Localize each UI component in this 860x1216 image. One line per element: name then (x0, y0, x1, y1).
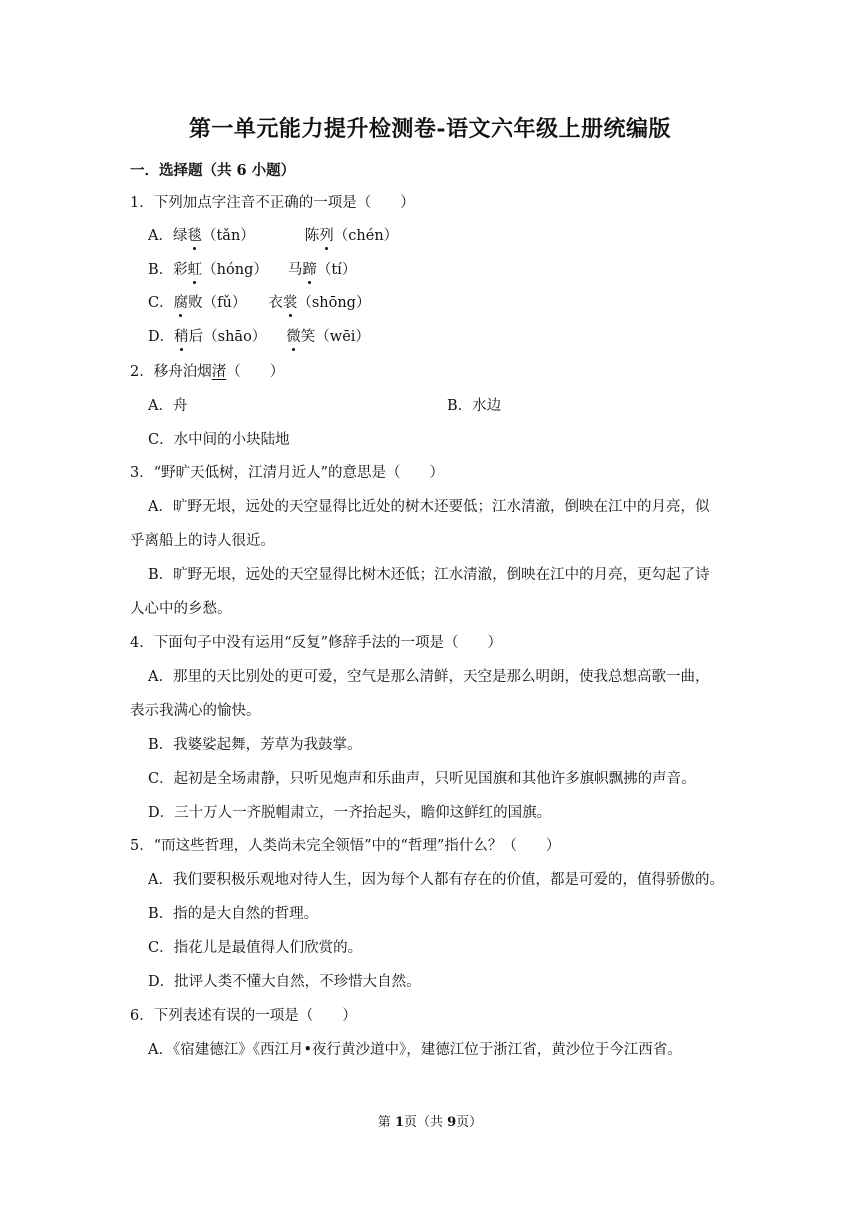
question-4-option-a: A．那里的天比别处的更可爱，空气是那么清鲜，天空是那么明朗，使我总想高歌一曲， (148, 669, 710, 685)
dotted-char: 蹄 (302, 258, 317, 279)
option-text: 衣 (268, 295, 283, 311)
dotted-char: 毯 (187, 224, 202, 245)
option-text: （shōng） (297, 295, 371, 311)
question-5-option-c: C．指花儿是最值得人们欣赏的。 (148, 940, 363, 956)
section-heading: 一．选择题（共 6 小题） (130, 162, 296, 179)
option-text: （hóng） (202, 262, 268, 278)
question-5-stem: 5．“而这些哲理，人类尚未完全领悟”中的“哲理”指什么？（ ） (130, 838, 561, 854)
question-1-option-a (148, 224, 398, 245)
dotted-char: 列 (319, 224, 334, 245)
question-4-option-d: D．三十万人一齐脱帽肃立，一齐抬起头，瞻仰这鲜红的国旗。 (148, 805, 552, 821)
question-2-option-a: A．舟 (148, 398, 188, 414)
question-1-option-c (148, 291, 370, 312)
total-pages: 9 (447, 1115, 457, 1130)
question-2-option-b: B．水边 (447, 398, 502, 414)
question-3-option-a: A．旷野无垠，远处的天空显得比近处的树木还要低；江水清澈，倒映在江中的月亮，似 (148, 499, 710, 515)
option-text: （tǎn） (201, 228, 255, 244)
option-text: 马 (287, 262, 303, 278)
question-5-option-a: A．我们要积极乐观地对待人生，因为每个人都有存在的价值，都是可爱的，值得骄傲的。 (148, 872, 724, 888)
option-text: C． (148, 295, 174, 311)
question-2-option-c: C．水中间的小块陆地 (148, 432, 290, 448)
dotted-char: 腐 (174, 291, 189, 312)
question-3-option-b-cont: 人心中的乡愁。 (130, 601, 232, 617)
option-text: D． (148, 329, 175, 345)
option-text: 败（fǔ） (188, 295, 247, 311)
option-text: B．彩 (148, 262, 188, 278)
option-text: 笑（wēi） (300, 329, 370, 345)
question-3-option-b: B．旷野无垠，远处的天空显得比树木还低；江水清澈，倒映在江中的月亮，更勾起了诗 (148, 567, 710, 583)
page-title: 第一单元能力提升检测卷-语文六年级上册统编版 (188, 116, 672, 142)
dotted-char: 稍 (174, 325, 189, 346)
question-1-option-d (148, 325, 370, 346)
option-text: （chén） (333, 228, 399, 244)
question-4-option-a-cont: 表示我满心的愉快。 (130, 703, 261, 719)
question-4-option-b: B．我婆娑起舞，芳草为我鼓掌。 (148, 737, 362, 753)
question-6-stem: 6．下列表述有误的一项是（ ） (130, 1008, 357, 1024)
question-2-stem (130, 360, 284, 381)
stem-text: （ ） (226, 364, 285, 380)
question-3-option-a-cont: 乎离船上的诗人很近。 (130, 533, 275, 549)
option-text: 陈 (304, 228, 320, 244)
question-5-option-b: B．指的是大自然的哲理。 (148, 906, 319, 922)
underlined-char: 渚 (211, 364, 227, 380)
option-text: （tí） (316, 262, 357, 278)
page-number: 1 (394, 1115, 404, 1130)
question-5-option-d: D．批评人类不懂大自然，不珍惜大自然。 (148, 974, 421, 990)
dotted-char: 微 (286, 325, 301, 346)
question-3-stem: 3．“野旷天低树，江清月近人”的意思是（ ） (130, 465, 445, 481)
footer-text: 第 (377, 1115, 395, 1130)
dotted-char: 虹 (188, 258, 203, 279)
dotted-char: 裳 (283, 291, 298, 312)
page-footer (0, 1111, 860, 1130)
option-text: 后（shāo） (188, 329, 267, 345)
question-6-option-a: A．《宿建德江》《西江月•夜行黄沙道中》，建德江位于浙江省，黄沙位于今江西省。 (148, 1042, 682, 1058)
question-4-option-c: C．起初是全场肃静，只听见炮声和乐曲声，只听见国旗和其他许多旗帜飘拂的声音。 (148, 771, 696, 787)
stem-text: 2．移舟泊烟 (130, 364, 212, 380)
question-4-stem: 4．下面句子中没有运用“反复”修辞手法的一项是（ ） (130, 635, 503, 651)
question-1-stem: 1．下列加点字注音不正确的一项是（ ） (130, 195, 415, 211)
footer-text: 页） (456, 1115, 483, 1130)
question-1-option-b (148, 258, 356, 279)
footer-text: 页（共 (403, 1115, 448, 1130)
option-text: A．绿 (148, 228, 188, 244)
